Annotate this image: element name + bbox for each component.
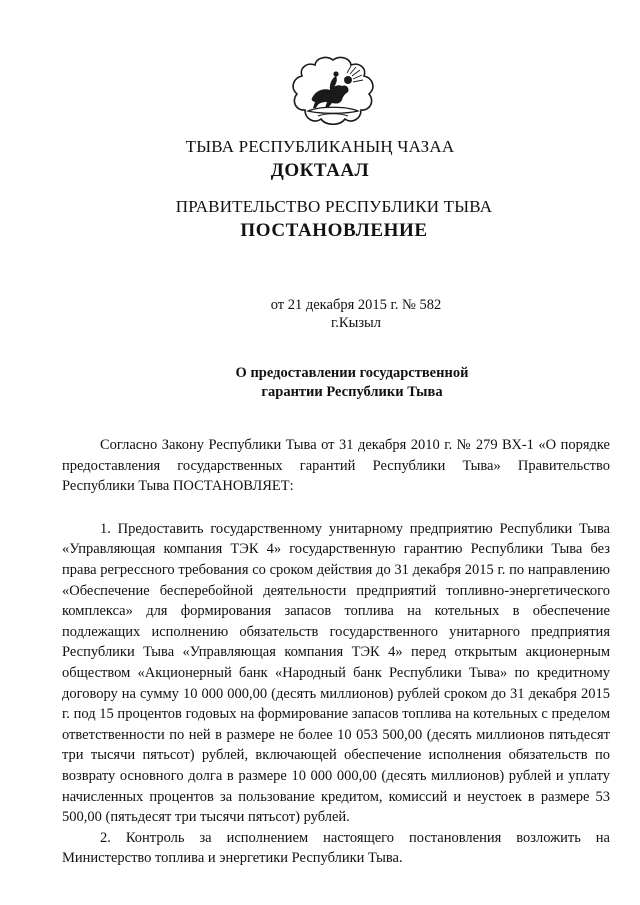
document-title-line-1: О предоставлении государственной xyxy=(235,365,469,381)
russian-document-type: ПОСТАНОВЛЕНИЕ xyxy=(240,220,428,241)
tuvan-government-title: ТЫВА РЕСПУБЛИКАНЫҢ ЧАЗАА xyxy=(185,137,455,156)
document-title xyxy=(32,364,640,402)
item-1-paragraph: 1. Предоставить государственному унитарному предприятию Республики Тыва «Управляющая компания ТЭК 4» государственную гарантию Республики Тыва без права регрессного требования со сроком действия до 31 декабря 2015 г. по направлению «Обеспечение бесперебойной деятельности предприятий топливно-энергетического комплекса» для формирования запасов топлива на котельных в обеспечение подлежащих исполнению обязательств государственного унитарного предприятия Республики Тыва «Управляющая компания ТЭК 4» перед открытым акционерным обществом «Акционерный банк «Народный банк Республики Тыва» по кредитному договору на сумму 10 000 000,00 (десять миллионов) рублей сроком до 31 декабря 2015 г. под 15 процентов годовых на формирование запасов топлива на котельных с пределом ответственности по ней в размере не более 10 053 500,00 (десять миллионов пятьдесят три тысячи пятьсот) рублей, включающей обеспечение исполнения обязательств по возврату основного долга в размере 10 000 000,00 (десять миллионов) рублей и уплату начисленных процентов за пользование кредитом, комиссий и неустоек в размере 53 500,00 (пятьдесят три тысячи пятьсот) рублей. xyxy=(62,520,610,826)
paragraph-spacer xyxy=(62,497,610,519)
document-city: г.Кызыл xyxy=(330,315,382,331)
preamble-paragraph: Согласно Закону Республики Тыва от 31 декабря 2010 г. № 279 ВХ-1 «О порядке предоставления государственных гарантий Республики Тыва» Правительство Республики Тыва ПОСТАНОВЛЯЕТ: xyxy=(62,437,610,495)
document-date-number: от 21 декабря 2015 г. № 582 xyxy=(270,297,442,313)
tuvan-document-type: ДОКТААЛ xyxy=(270,160,370,181)
item-2-paragraph: 2. Контроль за исполнением настоящего постановления возложить на Министерство топлива и энергетики Республики Тыва. xyxy=(62,829,610,867)
document-title-line-2: гарантии Республики Тыва xyxy=(261,384,443,400)
russian-government-title: ПРАВИТЕЛЬСТВО РЕСПУБЛИКИ ТЫВА xyxy=(175,197,493,216)
document-body xyxy=(62,435,610,869)
coat-of-arms-emblem xyxy=(288,56,378,126)
